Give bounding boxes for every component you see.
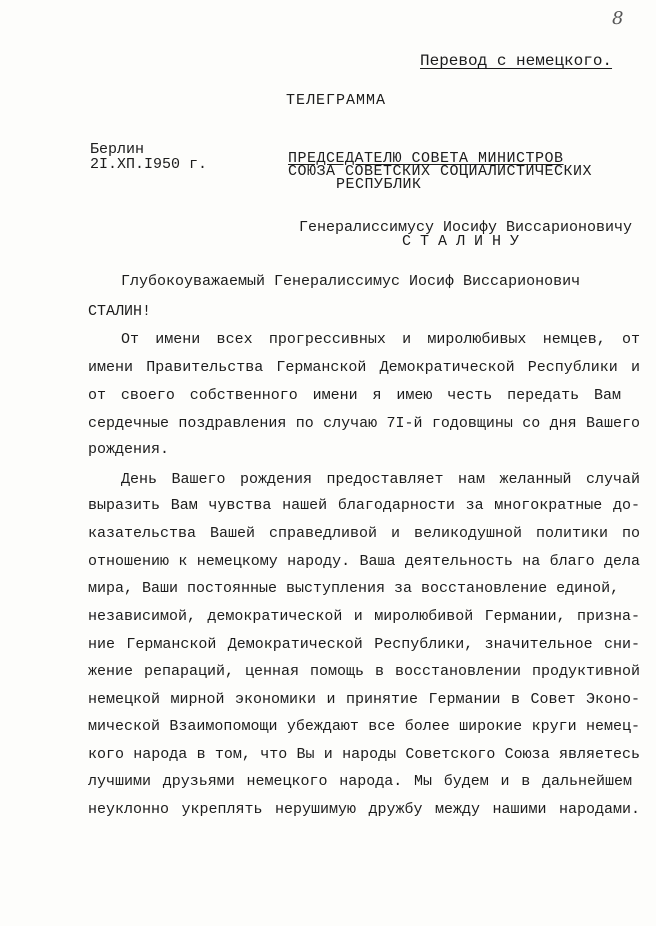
page-number: 8	[612, 8, 624, 29]
body-line: кого народа в том, что Вы и народы Советского Союза являетесь	[88, 746, 640, 763]
body-line: лучшими друзьями немецкого народа. Мы будем и в дальнейшем	[88, 773, 632, 790]
body-line: жение репараций, ценная помощь в восстановлении продуктивной	[88, 663, 640, 680]
document-type-heading: ТЕЛЕГРАММА	[286, 92, 387, 109]
body-line: От имени всех прогрессивных и миролюбивых немцев, от	[121, 331, 640, 348]
body-line: независимой, демократической и миролюбивой Германии, призна-	[88, 608, 640, 625]
salutation-line: Глубокоуважаемый Генералиссимус Иосиф Виссарионович	[121, 273, 581, 290]
salutation-name-line: СТАЛИН!	[88, 303, 152, 320]
body-line: отношению к немецкому народу. Ваша деятельность на благо дела	[88, 553, 640, 570]
body-line: мической Взаимопомощи убеждают все более широкие круги немец-	[88, 718, 640, 735]
body-line: сердечные поздравления по случаю 7I-й годовщины со дня Вашего	[88, 415, 640, 432]
body-line: немецкой мирной экономики и принятие Германии в Совет Эконо-	[88, 691, 640, 708]
body-line: неуклонно укреплять нерушимую дружбу между нашими народами.	[88, 801, 640, 818]
body-line: выразить Вам чувства нашей благодарности за многократные до-	[88, 497, 640, 514]
body-line: рождения.	[88, 441, 170, 458]
body-line: казательства Вашей справедливой и великодушной политики по	[88, 525, 640, 542]
addressee-line-2: СОЮЗА СОВЕТСКИХ СОЦИАЛИСТИЧЕСКИХ	[288, 163, 593, 180]
body-line: ние Германской Демократической Республики, значительное сни-	[88, 636, 640, 653]
recipient-name: Генералиссимусу Иосифу Виссарионовичу	[299, 219, 633, 236]
addressee-line-3: РЕСПУБЛИК	[336, 176, 422, 193]
sender-place: Берлин	[90, 141, 145, 158]
recipient-surname: СТАЛИНУ	[402, 233, 529, 250]
addressee-line-1: ПРЕДСЕДАТЕЛЮ СОВЕТА МИНИСТРОВ	[288, 150, 564, 167]
body-line: имени Правительства Германской Демократической Республики и	[88, 359, 640, 376]
body-line: День Вашего рождения предоставляет нам желанный случай	[121, 471, 640, 488]
body-line: от своего собственного имени я имею честь передать Вам	[88, 387, 621, 404]
body-line: мира, Ваши постоянные выступления за восстановление единой,	[88, 580, 620, 597]
telegram-date: 2I.XП.I950 г.	[90, 156, 208, 173]
translation-note: Перевод с немецкого.	[420, 52, 613, 70]
